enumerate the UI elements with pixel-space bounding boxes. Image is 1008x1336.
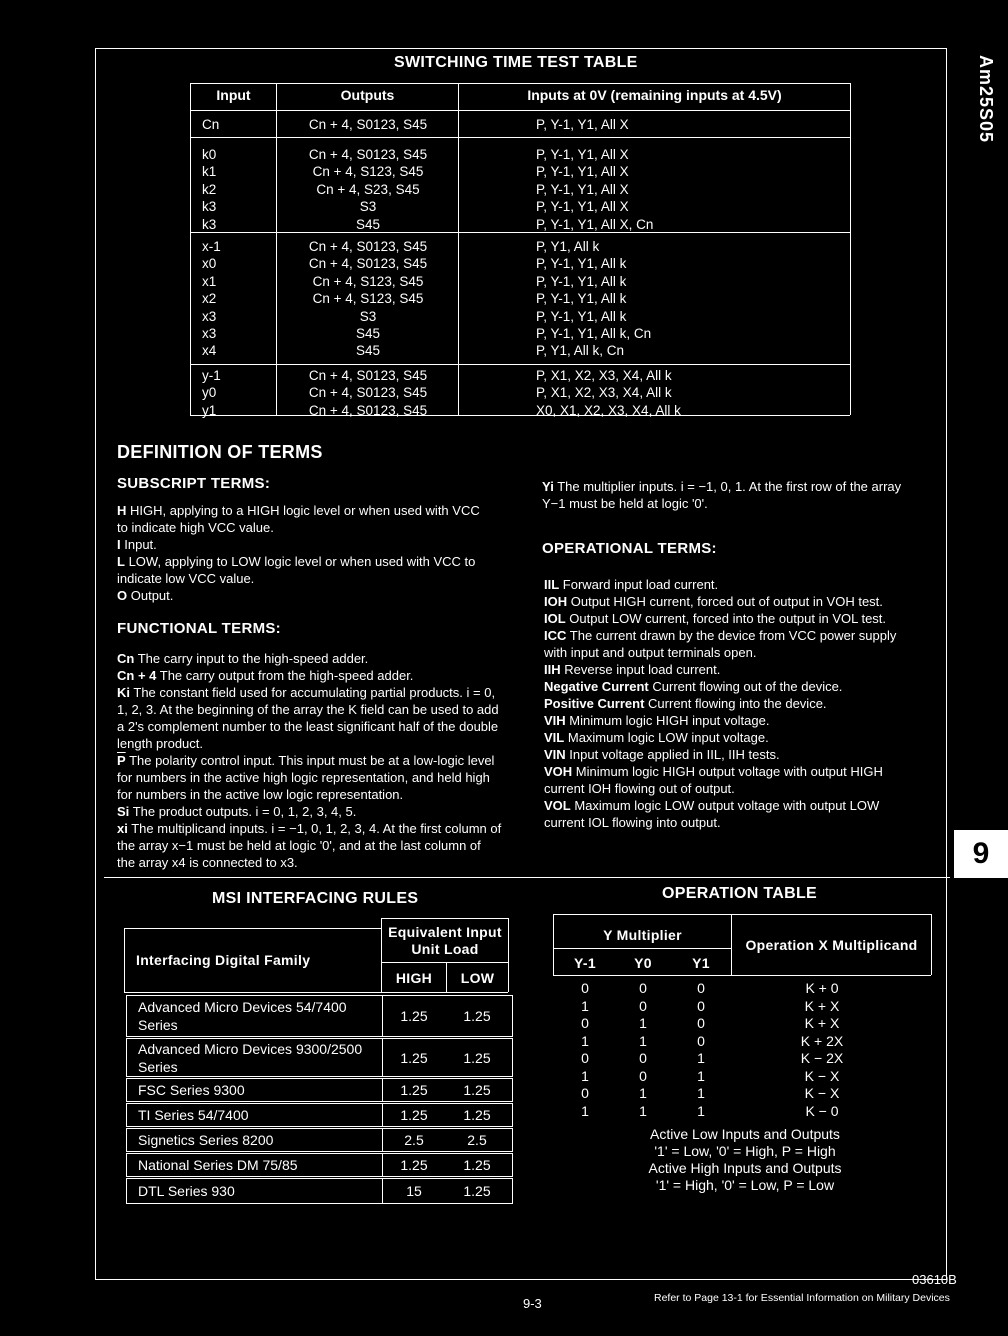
switching-cell-g2-r0-c1: Cn + 4, S0123, S45 bbox=[308, 239, 428, 254]
msi-title: MSI INTERFACING RULES bbox=[212, 890, 419, 907]
operation-note-3: Active High Inputs and Outputs bbox=[648, 1160, 842, 1176]
switching-cell-g1-r2-c1: Cn + 4, S23, S45 bbox=[316, 181, 420, 197]
operation-cell-r0-c3: K + 0 bbox=[805, 980, 839, 996]
switching-cell-g1-r2-c2: P, Y-1, Y1, All X bbox=[536, 181, 629, 197]
switching-cell-g2-r4-c1: S3 bbox=[359, 308, 377, 324]
operation-cell-r2-c2: 0 bbox=[697, 1015, 705, 1031]
msi-row-divider bbox=[382, 1128, 383, 1152]
msi-high-cell: 2.5 bbox=[404, 1132, 424, 1148]
operation-table-title: OPERATION TABLE bbox=[662, 885, 818, 902]
msi-high-cell: 1.25 bbox=[400, 1049, 428, 1066]
switching-cell-g1-r0-c1: Cn + 4, S0123, S45 bbox=[308, 147, 428, 162]
operation-cell-r6-c3: K − X bbox=[804, 1085, 840, 1101]
operation-cell-r6-c2: 1 bbox=[697, 1085, 705, 1101]
switching-cell-g1-r4-c1: S45 bbox=[355, 216, 381, 232]
operation-notes bbox=[560, 1126, 930, 1194]
functional-term-cn4: Cn + 4 The carry output from the high-speed adder. bbox=[117, 668, 414, 683]
operation-cell-r1-c2: 0 bbox=[697, 997, 705, 1014]
switching-cell-g3-r0-c1: Cn + 4, S0123, S45 bbox=[308, 368, 428, 383]
switching-cell-g1-r1-c1: Cn + 4, S123, S45 bbox=[312, 164, 424, 180]
msi-high-cell: 1.25 bbox=[400, 1107, 428, 1123]
msi-low-cell: 1.25 bbox=[463, 1157, 491, 1173]
msi-header-family: Interfacing Digital Family bbox=[136, 952, 311, 968]
operation-cell-r0-c2: 0 bbox=[697, 980, 705, 996]
functional-term-yi-block bbox=[542, 478, 917, 512]
switching-cell-g1-r4-c0: k3 bbox=[202, 216, 217, 232]
operational-term-icc: ICC The current drawn by the device from VCC power supply with input and output terminals open. bbox=[544, 628, 897, 660]
operation-cell-r5-c3: K − X bbox=[804, 1067, 840, 1084]
switching-cell-g2-r4-c0: x3 bbox=[202, 308, 217, 324]
switching-cell-g2-r0-c0: x-1 bbox=[202, 239, 221, 254]
msi-row-divider bbox=[382, 1078, 383, 1102]
switching-cell-g2-r2-c1: Cn + 4, S123, S45 bbox=[312, 273, 424, 289]
msi-family-cell: National Series DM 75/85 bbox=[138, 1157, 298, 1173]
switching-table-title: SWITCHING TIME TEST TABLE bbox=[394, 54, 638, 71]
operation-cell-r6-c1: 1 bbox=[639, 1085, 647, 1101]
operation-cell-r0-c0: 0 bbox=[581, 980, 589, 996]
msi-row-divider bbox=[382, 1153, 383, 1177]
msi-family-cell: Advanced Micro Devices 9300/2500 Series bbox=[138, 1040, 363, 1075]
operation-cell-r7-c2: 1 bbox=[697, 1102, 705, 1119]
operation-note-2: '1' = Low, '0' = High, P = High bbox=[654, 1143, 836, 1159]
switching-cell-g3-r0-c0: y-1 bbox=[202, 368, 221, 383]
operation-cell-r5-c0: 1 bbox=[581, 1067, 589, 1084]
switching-cell-g2-r5-c0: x3 bbox=[202, 326, 217, 341]
operational-term-positive: Positive Current Current flowing into the device. bbox=[544, 696, 827, 711]
footer-page-number: 9-3 bbox=[523, 1296, 542, 1311]
operation-cell-r7-c3: K − 0 bbox=[805, 1102, 839, 1119]
operation-cell-r1-c3: K + X bbox=[804, 997, 840, 1014]
msi-low-cell: 2.5 bbox=[467, 1132, 487, 1148]
operation-cell-r5-c1: 0 bbox=[639, 1067, 647, 1084]
msi-family-cell: DTL Series 930 bbox=[138, 1183, 235, 1199]
device-title: Am25S05 bbox=[976, 55, 996, 144]
operation-cell-r4-c2: 1 bbox=[697, 1050, 705, 1066]
operational-term-negative: Negative Current Current flowing out of the device. bbox=[544, 679, 843, 694]
switching-cell-g3-r1-c2: P, X1, X2, X3, X4, All k bbox=[536, 385, 672, 401]
msi-family-cell: Signetics Series 8200 bbox=[138, 1132, 274, 1148]
msi-row-divider bbox=[382, 1178, 383, 1204]
functional-term-si: Si The product outputs. i = 0, 1, 2, 3, 4, 5. bbox=[117, 804, 357, 819]
switching-cell-g2-r2-c2: P, Y-1, Y1, All k bbox=[536, 273, 627, 289]
msi-family-cell: TI Series 54/7400 bbox=[138, 1107, 249, 1123]
msi-header-equivalent: Equivalent Input Unit Load bbox=[388, 924, 502, 957]
switching-header-outputs: Outputs bbox=[340, 87, 395, 103]
switching-header-input: Input bbox=[216, 87, 251, 103]
functional-term-p: $\overline{P}$ The polarity control input. This input must be at a low-logic level for numbers in the active high logic representation, and held high for numbers in the active low logic representation. bbox=[117, 753, 495, 802]
switching-cell-g3-r2-c1: Cn + 4, S0123, S45 bbox=[308, 402, 428, 418]
switching-cell-g0-r0-c2: P, Y-1, Y1, All X bbox=[536, 117, 629, 132]
operation-cell-r5-c2: 1 bbox=[697, 1067, 705, 1084]
msi-low-cell: 1.25 bbox=[463, 1082, 491, 1098]
functional-term-ki: Ki The constant field used for accumulating partial products. i = 0, 1, 2, 3. At the beginning of the array the K field can be used to add a 2's complement number to the least significant half of the double length product. bbox=[117, 685, 499, 751]
msi-high-cell: 1.25 bbox=[400, 1008, 428, 1024]
definitions-title: DEFINITION OF TERMS bbox=[117, 442, 323, 462]
operation-cell-r4-c0: 0 bbox=[581, 1050, 589, 1066]
switching-cell-g1-r0-c2: P, Y-1, Y1, All X bbox=[536, 147, 629, 162]
switching-cell-g2-r3-c0: x2 bbox=[202, 291, 217, 307]
operational-term-iil: IIL Forward input load current. bbox=[544, 577, 719, 592]
operational-term-iih: IIH Reverse input load current. bbox=[544, 662, 721, 677]
operation-header-op: Operation X Multiplicand bbox=[745, 937, 918, 953]
operational-terms-list bbox=[544, 576, 919, 831]
switching-cell-g2-r6-c2: P, Y1, All k, Cn bbox=[536, 343, 625, 359]
switching-cell-g3-r2-c2: X0, X1, X2, X3, X4, All k bbox=[536, 402, 681, 418]
operational-term-ioh: IOH Output HIGH current, forced out of output in VOH test. bbox=[544, 594, 883, 609]
operational-terms-title: OPERATIONAL TERMS: bbox=[542, 540, 717, 557]
switching-cell-g3-r1-c1: Cn + 4, S0123, S45 bbox=[308, 385, 428, 401]
switching-cell-g2-r1-c2: P, Y-1, Y1, All k bbox=[536, 256, 627, 272]
msi-row-divider bbox=[382, 1103, 383, 1127]
operation-cell-r7-c1: 1 bbox=[639, 1102, 647, 1119]
operation-cell-r3-c0: 1 bbox=[581, 1032, 589, 1049]
msi-high-cell: 15 bbox=[406, 1183, 422, 1199]
operation-cell-r3-c2: 0 bbox=[697, 1032, 705, 1049]
operation-note-4: '1' = High, '0' = Low, P = Low bbox=[655, 1177, 835, 1193]
switching-cell-g2-r4-c2: P, Y-1, Y1, All k bbox=[536, 308, 627, 324]
functional-term-xi: xi The multiplicand inputs. i = −1, 0, 1, 2, 3, 4. At the first column of the array x−1 must be held at logic '0', and at the last column of the array x4 is connected to x3. bbox=[117, 821, 502, 870]
operation-cell-r2-c1: 1 bbox=[639, 1015, 647, 1031]
switching-cell-g3-r0-c2: P, X1, X2, X3, X4, All k bbox=[536, 368, 672, 383]
operation-cell-r3-c3: K + 2X bbox=[800, 1032, 844, 1049]
subscript-terms-title: SUBSCRIPT TERMS: bbox=[117, 475, 271, 492]
switching-cell-g1-r1-c2: P, Y-1, Y1, All X bbox=[536, 164, 629, 180]
operation-cell-r1-c0: 1 bbox=[581, 997, 589, 1014]
msi-header-high: HIGH bbox=[395, 969, 433, 986]
subscript-term-h: H HIGH, applying to a HIGH logic level or when used with VCC to indicate high VCC value. bbox=[117, 503, 480, 535]
msi-high-cell: 1.25 bbox=[400, 1157, 428, 1173]
msi-low-cell: 1.25 bbox=[463, 1049, 491, 1066]
operational-term-iol: IOL Output LOW current, forced into the output in VOL test. bbox=[544, 611, 887, 626]
subscript-term-o: O Output. bbox=[117, 588, 174, 603]
operation-header-y-1: Y-1 bbox=[574, 955, 596, 971]
section-tab: 9 bbox=[954, 830, 1008, 878]
operational-term-vil: VIL Maximum logic LOW input voltage. bbox=[544, 730, 769, 745]
msi-header-low: LOW bbox=[460, 969, 495, 986]
switching-cell-g2-r5-c1: S45 bbox=[355, 326, 381, 341]
msi-high-cell: 1.25 bbox=[400, 1082, 428, 1098]
functional-terms-title: FUNCTIONAL TERMS: bbox=[117, 620, 281, 637]
switching-cell-g3-r2-c0: y1 bbox=[202, 402, 217, 418]
subscript-term-i: I Input. bbox=[117, 537, 157, 552]
msi-row-divider bbox=[382, 1038, 383, 1077]
switching-cell-g2-r6-c1: S45 bbox=[355, 343, 381, 359]
switching-cell-g1-r2-c0: k2 bbox=[202, 181, 217, 197]
operation-header-y1: Y1 bbox=[692, 955, 710, 971]
switching-cell-g2-r0-c2: P, Y1, All k bbox=[536, 239, 600, 254]
switching-cell-g1-r3-c0: k3 bbox=[202, 199, 217, 215]
switching-cell-g0-r0-c1: Cn + 4, S0123, S45 bbox=[308, 117, 428, 132]
subscript-term-l: L LOW, applying to LOW logic level or when used with VCC to indicate low VCC value. bbox=[117, 554, 476, 586]
operational-term-vol: VOL Maximum logic LOW output voltage with output LOW current IOL flowing into output. bbox=[544, 798, 880, 830]
switching-cell-g2-r3-c2: P, Y-1, Y1, All k bbox=[536, 291, 627, 307]
switching-cell-g1-r3-c2: P, Y-1, Y1, All X bbox=[536, 199, 629, 215]
switching-cell-g2-r2-c0: x1 bbox=[202, 273, 217, 289]
switching-header-inputs-0v: Inputs at 0V (remaining inputs at 4.5V) bbox=[527, 87, 782, 103]
switching-cell-g3-r1-c0: y0 bbox=[202, 385, 217, 401]
msi-family-cell: Advanced Micro Devices 54/7400 Series bbox=[138, 999, 347, 1033]
subscript-terms-list bbox=[117, 502, 492, 604]
switching-cell-g2-r3-c1: Cn + 4, S123, S45 bbox=[312, 291, 424, 307]
operation-cell-r7-c0: 1 bbox=[581, 1102, 589, 1119]
operation-cell-r4-c1: 0 bbox=[639, 1050, 647, 1066]
msi-family-cell: FSC Series 9300 bbox=[138, 1082, 245, 1098]
switching-cell-g1-r4-c2: P, Y-1, Y1, All X, Cn bbox=[536, 216, 654, 232]
msi-low-cell: 1.25 bbox=[463, 1008, 491, 1024]
msi-row-divider bbox=[382, 995, 383, 1037]
switching-cell-g2-r5-c2: P, Y-1, Y1, All k, Cn bbox=[536, 326, 652, 341]
switching-cell-g2-r1-c0: x0 bbox=[202, 256, 217, 272]
switching-cell-g1-r0-c0: k0 bbox=[202, 147, 217, 162]
operation-cell-r4-c3: K − 2X bbox=[800, 1050, 844, 1066]
operation-cell-r2-c3: K + X bbox=[804, 1015, 840, 1031]
operation-note-1: Active Low Inputs and Outputs bbox=[650, 1126, 840, 1142]
functional-terms-list bbox=[117, 650, 502, 871]
functional-term-cn: Cn The carry input to the high-speed adder. bbox=[117, 651, 369, 666]
operation-cell-r1-c1: 0 bbox=[639, 997, 647, 1014]
operational-term-voh: VOH Minimum logic HIGH output voltage with output HIGH current IOH flowing out of output. bbox=[544, 764, 883, 796]
switching-cell-g2-r6-c0: x4 bbox=[202, 343, 217, 359]
operation-cell-r0-c1: 0 bbox=[639, 980, 647, 996]
operation-cell-r2-c0: 0 bbox=[581, 1015, 589, 1031]
functional-term-yi: Yi The multiplier inputs. i = −1, 0, 1. At the first row of the array Y−1 must be held at logic '0'. bbox=[542, 479, 902, 511]
operation-cell-r6-c0: 0 bbox=[581, 1085, 589, 1101]
switching-cell-g2-r1-c1: Cn + 4, S0123, S45 bbox=[308, 256, 428, 272]
switching-cell-g0-r0-c0: Cn bbox=[202, 117, 220, 132]
footer-reference: Refer to Page 13-1 for Essential Information on Military Devices bbox=[654, 1292, 950, 1304]
operation-header-y: Y Multiplier bbox=[603, 927, 682, 943]
footer-code: 03610B bbox=[912, 1272, 957, 1287]
switching-cell-g1-r1-c0: k1 bbox=[202, 164, 217, 180]
operational-term-vin: VIN Input voltage applied in IIL, IIH tests. bbox=[544, 747, 780, 762]
operation-cell-r3-c1: 1 bbox=[639, 1032, 647, 1049]
msi-low-cell: 1.25 bbox=[463, 1107, 491, 1123]
msi-low-cell: 1.25 bbox=[463, 1183, 491, 1199]
section-divider bbox=[104, 877, 950, 878]
operation-header-y0: Y0 bbox=[634, 955, 652, 971]
switching-cell-g1-r3-c1: S3 bbox=[359, 199, 377, 215]
operational-term-vih: VIH Minimum logic HIGH input voltage. bbox=[544, 713, 770, 728]
